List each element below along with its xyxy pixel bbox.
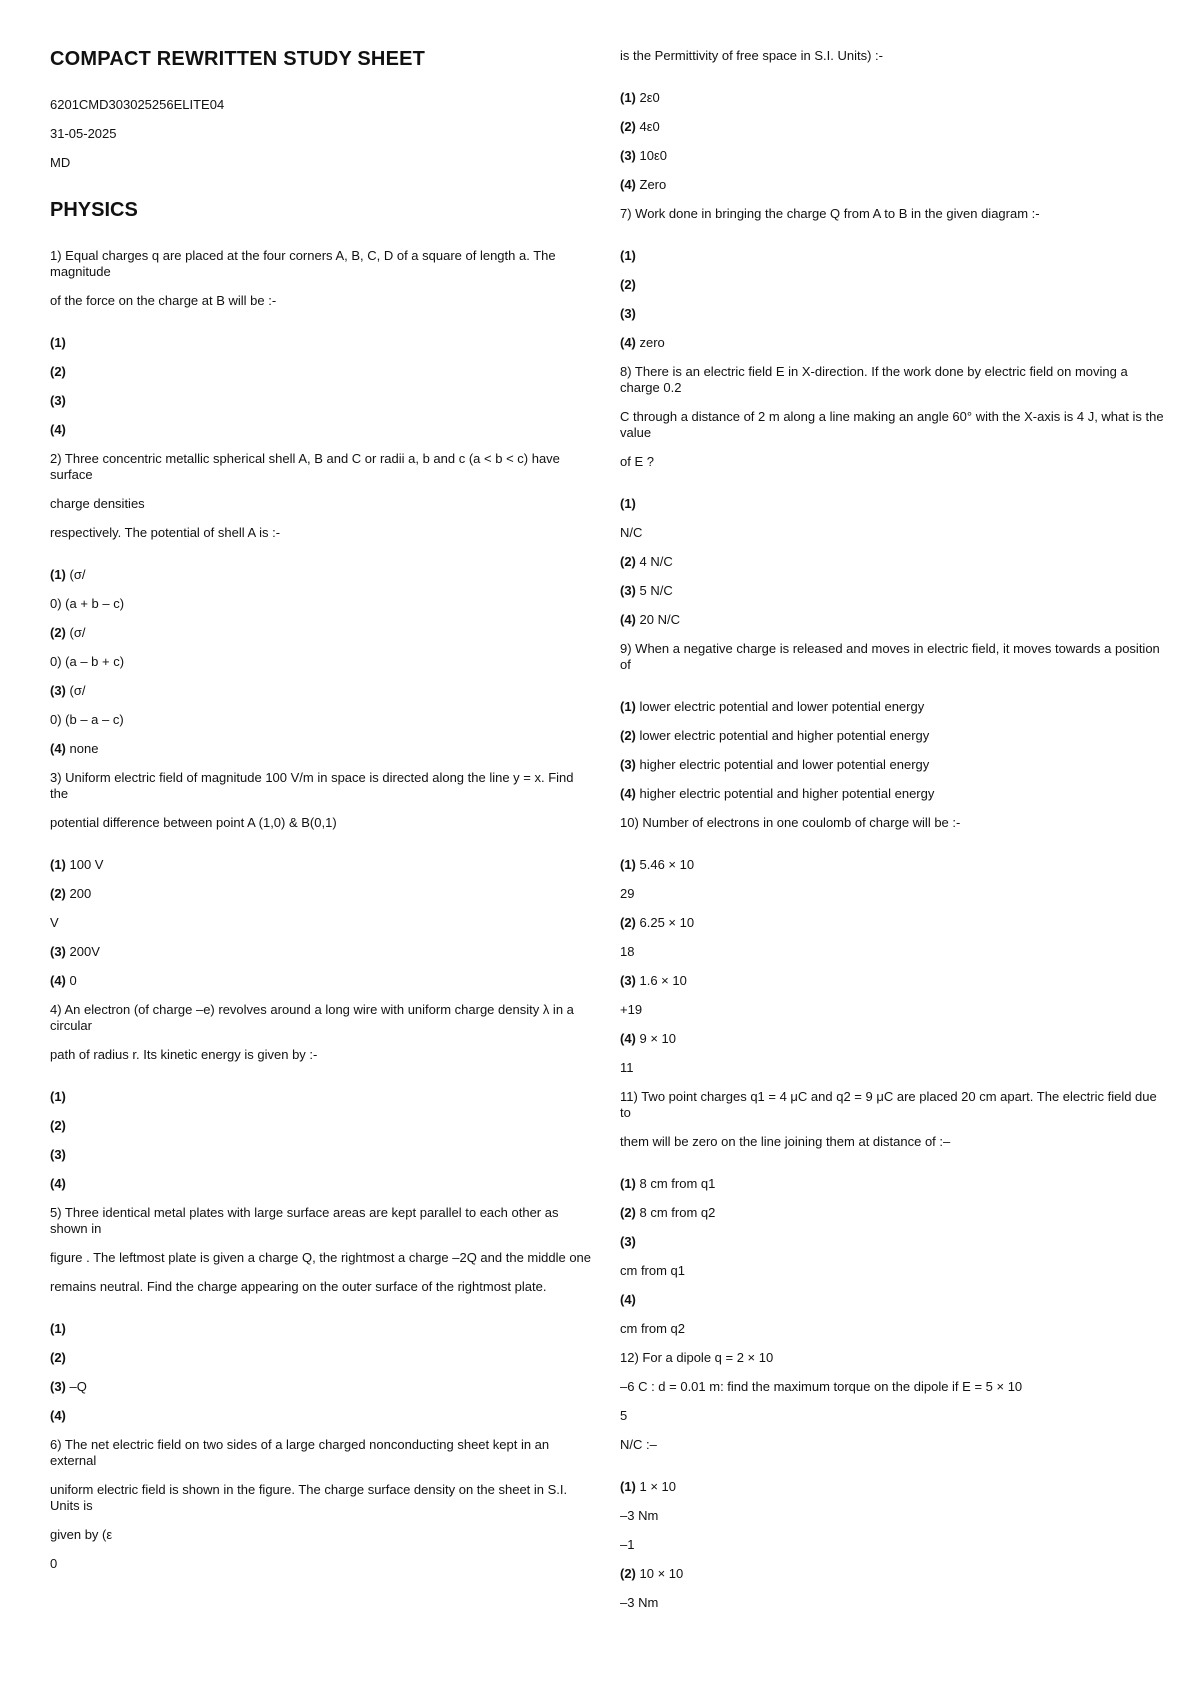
option-line: (3) bbox=[620, 1234, 636, 1249]
question-line: –3 Nm bbox=[620, 1595, 659, 1610]
question-line: 6) The net electric field on two sides of a large charged nonconducting sheet kept in an external bbox=[50, 1437, 550, 1468]
question-line: V bbox=[50, 915, 59, 930]
question-line: 9) When a negative charge is released and moves in electric field, it moves towards a position of bbox=[620, 641, 1160, 672]
option-line: (2) 200 bbox=[50, 886, 92, 901]
option-line: (4) higher electric potential and higher potential energy bbox=[620, 786, 935, 801]
option-line: (1) (σ/ bbox=[50, 567, 86, 582]
question-line: 5) Three identical metal plates with large surface areas are kept parallel to each other as shown in bbox=[50, 1205, 559, 1236]
option-line: (4) 20 N/C bbox=[620, 612, 680, 627]
option-line: (2) 6.25 × 10 bbox=[620, 915, 695, 930]
question-line: 10) Number of electrons in one coulomb of charge will be :- bbox=[620, 815, 961, 830]
question-line: 11 bbox=[620, 1060, 634, 1075]
option-line: (1) bbox=[50, 1321, 66, 1336]
question-line: 4) An electron (of charge –e) revolves around a long wire with uniform charge density λ in a circular bbox=[50, 1002, 574, 1033]
option-line: (4) bbox=[50, 1408, 66, 1423]
option-line: (3) higher electric potential and lower potential energy bbox=[620, 757, 930, 772]
option-line: (1) bbox=[620, 248, 636, 263]
question-line: them will be zero on the line joining them at distance of :– bbox=[620, 1134, 951, 1149]
option-line: (1) bbox=[620, 496, 636, 511]
question-line: N/C bbox=[620, 525, 643, 540]
section-title: PHYSICS bbox=[50, 199, 138, 221]
question-line: given by (ε bbox=[50, 1527, 113, 1542]
option-line: (3) (σ/ bbox=[50, 683, 86, 698]
question-line: 11) Two point charges q1 = 4 μC and q2 = 9 μC are placed 20 cm apart. The electric field due to bbox=[620, 1089, 1157, 1120]
question-line: of E ? bbox=[620, 454, 654, 469]
question-line: 7) Work done in bringing the charge Q from A to B in the given diagram :- bbox=[620, 206, 1040, 221]
question-line: +19 bbox=[620, 1002, 643, 1017]
left-question-list bbox=[50, 248, 595, 1572]
option-line: (4) Zero bbox=[620, 177, 667, 192]
option-line: (1) 5.46 × 10 bbox=[620, 857, 695, 872]
question-line: 0 bbox=[50, 1556, 58, 1571]
option-line: (4) bbox=[620, 1292, 636, 1307]
question-line: –1 bbox=[620, 1537, 635, 1552]
question-line: 0) (a – b + c) bbox=[50, 654, 125, 669]
option-line: (3) –Q bbox=[50, 1379, 87, 1394]
option-line: (1) 8 cm from q1 bbox=[620, 1176, 716, 1191]
question-line: cm from q2 bbox=[620, 1321, 686, 1336]
option-line: (2) bbox=[50, 1118, 66, 1133]
option-line: (2) 10 × 10 bbox=[620, 1566, 684, 1581]
question-line: charge densities bbox=[50, 496, 145, 511]
option-line: (2) 4 N/C bbox=[620, 554, 673, 569]
question-line: is the Permittivity of free space in S.I. Units) :- bbox=[620, 48, 883, 63]
document-date: 31-05-2025 bbox=[50, 126, 117, 141]
document-stream: MD bbox=[50, 155, 71, 170]
question-line: 18 bbox=[620, 944, 635, 959]
question-line: 2) Three concentric metallic spherical shell A, B and C or radii a, b and c (a < b < c) have surface bbox=[50, 451, 560, 482]
option-line: (1) 2ε0 bbox=[620, 90, 660, 105]
option-line: (4) bbox=[50, 1176, 66, 1191]
option-line: (2) bbox=[620, 277, 636, 292]
option-line: (1) bbox=[50, 1089, 66, 1104]
question-line: remains neutral. Find the charge appearing on the outer surface of the rightmost plate. bbox=[50, 1279, 547, 1294]
question-line: potential difference between point A (1,0) & B(0,1) bbox=[50, 815, 337, 830]
option-line: (3) 1.6 × 10 bbox=[620, 973, 687, 988]
question-line: 0) (a + b – c) bbox=[50, 596, 125, 611]
question-line: 5 bbox=[620, 1408, 628, 1423]
question-line: 29 bbox=[620, 886, 635, 901]
question-line: cm from q1 bbox=[620, 1263, 686, 1278]
option-line: (1) lower electric potential and lower potential energy bbox=[620, 699, 925, 714]
option-line: (4) none bbox=[50, 741, 99, 756]
option-line: (3) bbox=[620, 306, 636, 321]
question-line: –3 Nm bbox=[620, 1508, 659, 1523]
option-line: (2) (σ/ bbox=[50, 625, 86, 640]
question-line: 12) For a dipole q = 2 × 10 bbox=[620, 1350, 774, 1365]
document-title: COMPACT REWRITTEN STUDY SHEET bbox=[50, 48, 426, 70]
question-line: 3) Uniform electric field of magnitude 100 V/m in space is directed along the line y = x. Find the bbox=[50, 770, 574, 801]
question-line: –6 C : d = 0.01 m: find the maximum torque on the dipole if E = 5 × 10 bbox=[620, 1379, 1023, 1394]
right-column bbox=[620, 48, 1165, 1624]
option-line: (2) 8 cm from q2 bbox=[620, 1205, 716, 1220]
option-line: (3) 10ε0 bbox=[620, 148, 667, 163]
question-line: uniform electric field is shown in the figure. The charge surface density on the sheet in S.I. Units is bbox=[50, 1482, 568, 1513]
option-line: (2) bbox=[50, 1350, 66, 1365]
option-line: (4) zero bbox=[620, 335, 665, 350]
question-line: 1) Equal charges q are placed at the four corners A, B, C, D of a square of length a. The magnitude bbox=[50, 248, 556, 279]
option-line: (3) 5 N/C bbox=[620, 583, 673, 598]
option-line: (1) bbox=[50, 335, 66, 350]
option-line: (4) 9 × 10 bbox=[620, 1031, 677, 1046]
left-column bbox=[50, 48, 595, 1585]
option-line: (1) 1 × 10 bbox=[620, 1479, 677, 1494]
option-line: (4) bbox=[50, 422, 66, 437]
question-line: N/C :– bbox=[620, 1437, 657, 1452]
document-code: 6201CMD303025256ELITE04 bbox=[50, 97, 225, 112]
option-line: (4) 0 bbox=[50, 973, 77, 988]
question-line: of the force on the charge at B will be :- bbox=[50, 293, 277, 308]
right-question-list bbox=[620, 48, 1165, 1611]
option-line: (3) bbox=[50, 393, 66, 408]
question-line: path of radius r. Its kinetic energy is given by :- bbox=[50, 1047, 318, 1062]
option-line: (3) 200V bbox=[50, 944, 100, 959]
question-line: C through a distance of 2 m along a line making an angle 60° with the X-axis is 4 J, what is the value bbox=[620, 409, 1164, 440]
option-line: (2) bbox=[50, 364, 66, 379]
question-line: respectively. The potential of shell A is :- bbox=[50, 525, 281, 540]
question-line: 8) There is an electric field E in X-direction. If the work done by electric field on moving a charge 0.2 bbox=[620, 364, 1128, 395]
question-line: figure . The leftmost plate is given a charge Q, the rightmost a charge –2Q and the middle one bbox=[50, 1250, 592, 1265]
option-line: (2) 4ε0 bbox=[620, 119, 660, 134]
option-line: (3) bbox=[50, 1147, 66, 1162]
option-line: (2) lower electric potential and higher potential energy bbox=[620, 728, 930, 743]
option-line: (1) 100 V bbox=[50, 857, 104, 872]
question-line: 0) (b – a – c) bbox=[50, 712, 124, 727]
